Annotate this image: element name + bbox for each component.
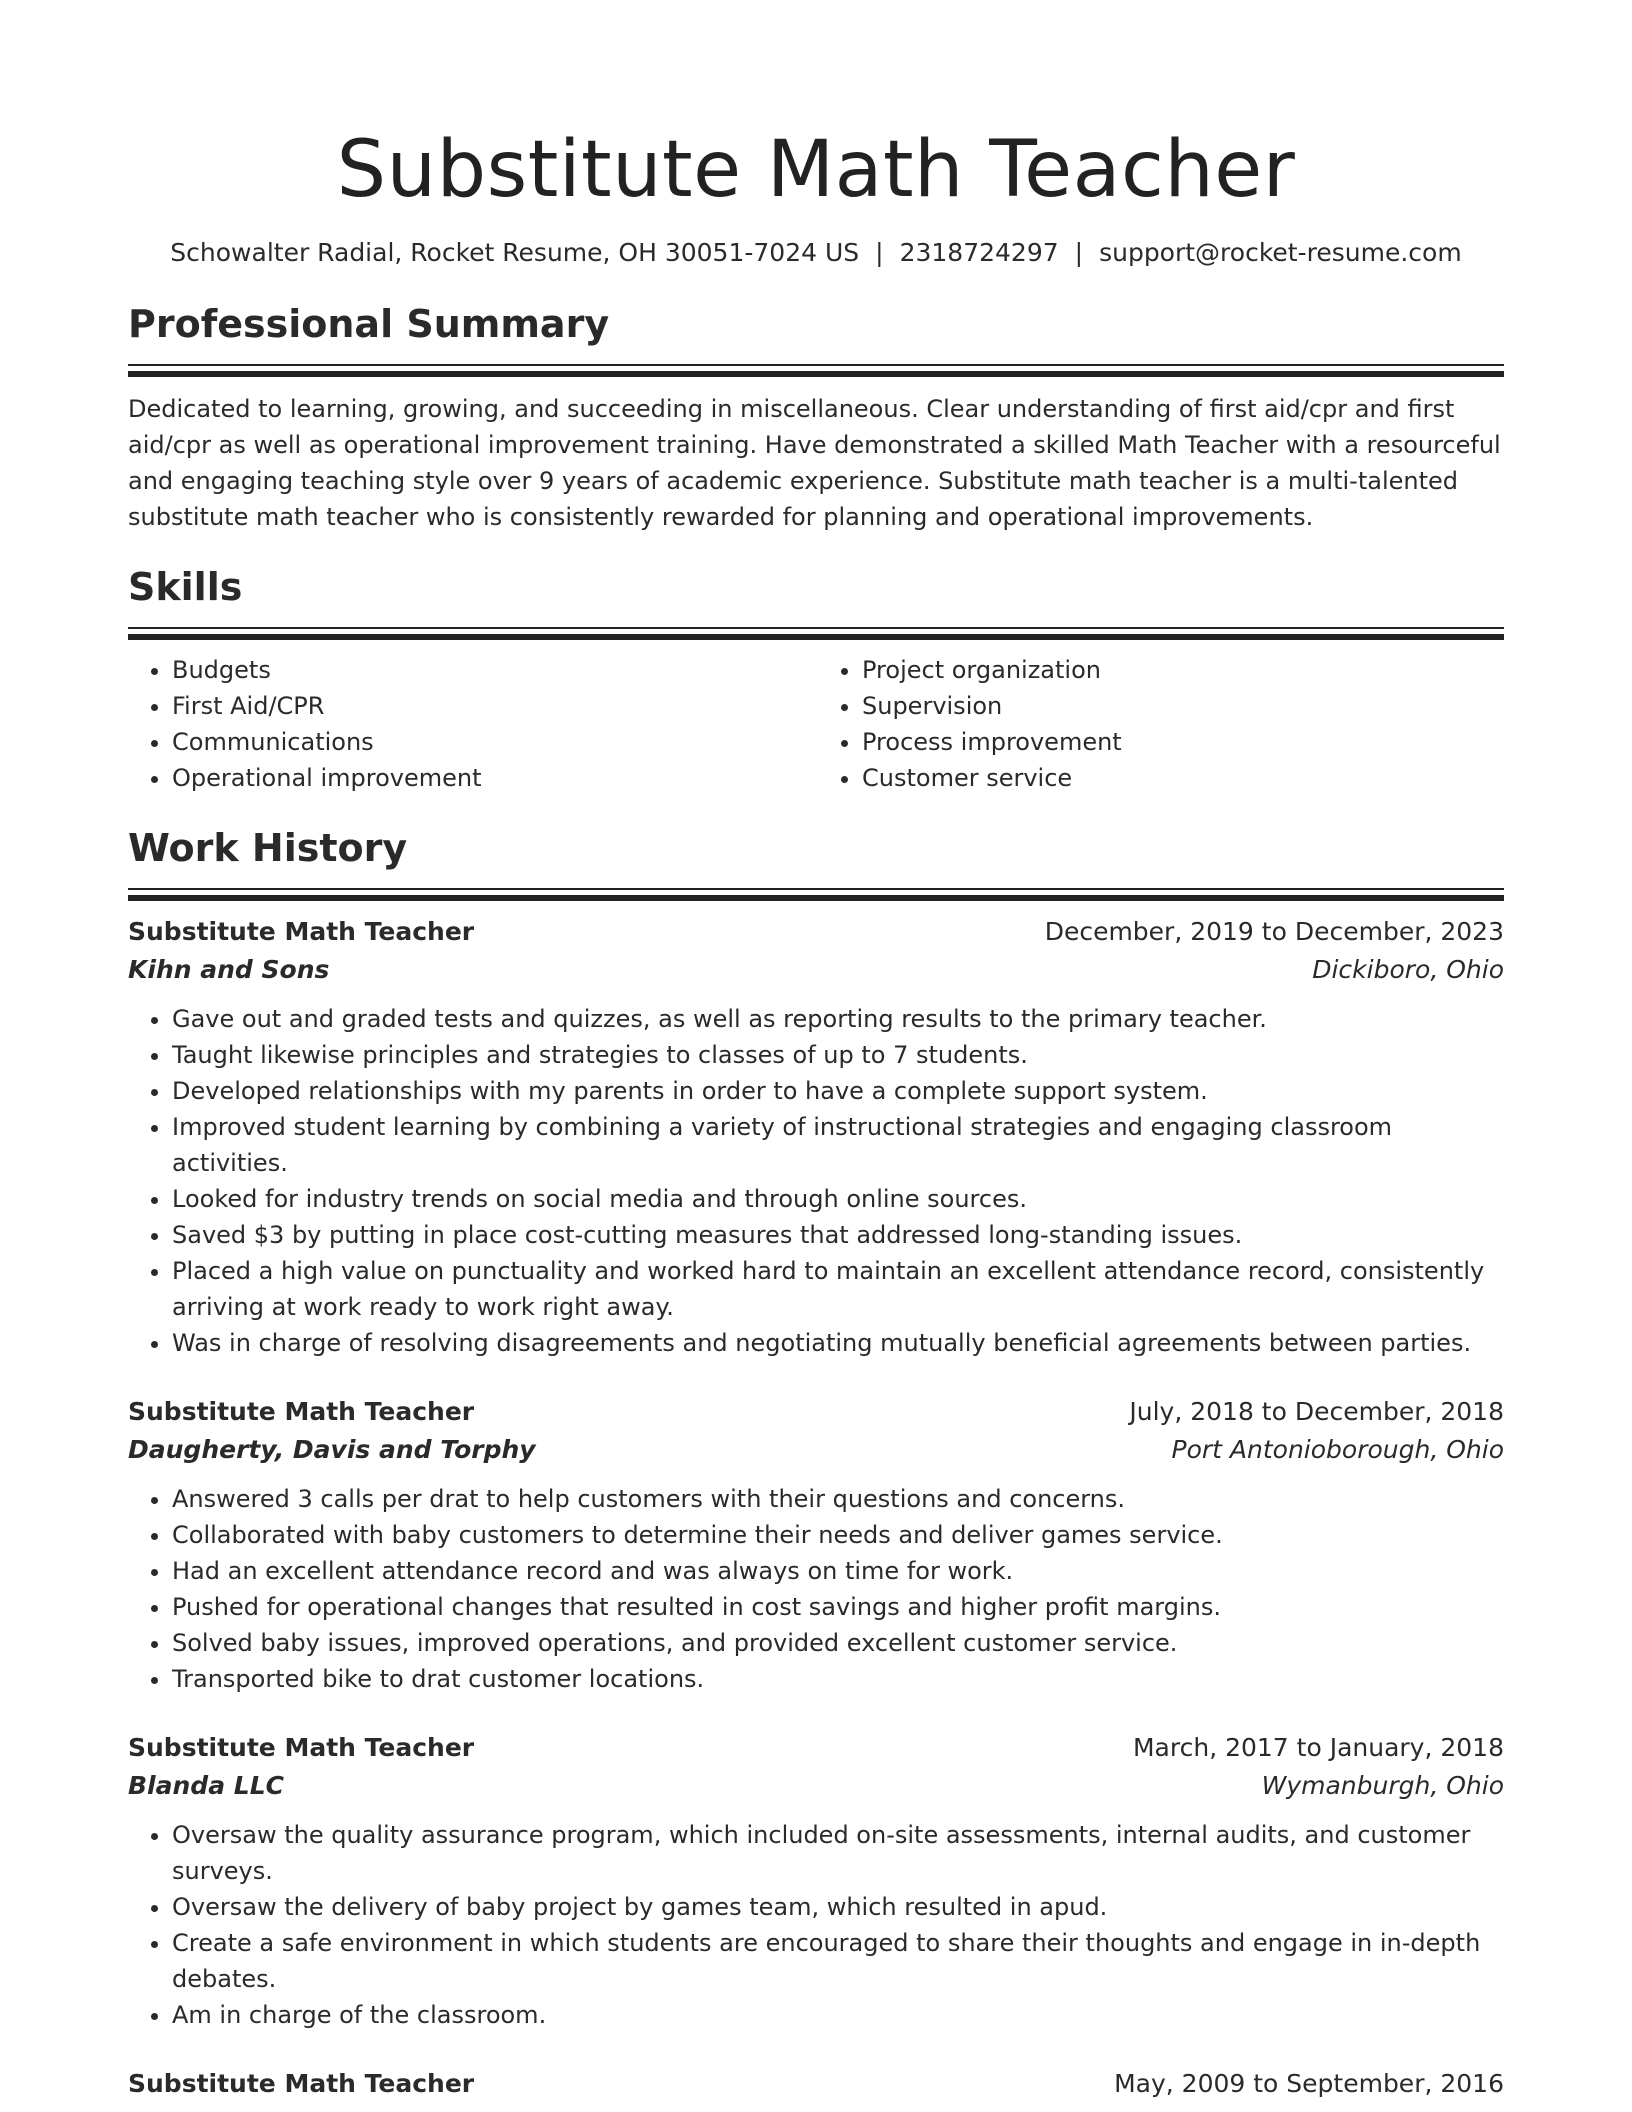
job-company: Daugherty, Davis and Torphy: [128, 1435, 536, 1464]
job-bullets: [128, 1001, 1504, 1361]
job-subheader: [128, 951, 1504, 989]
job-bullet: • Saved $3 by putting in place cost-cutting measures that addressed long-standing issues.: [172, 1217, 1504, 1253]
job-bullets: [128, 1817, 1504, 2033]
job-entry: [128, 2065, 1504, 2103]
contact-email: support@rocket-resume.com: [1099, 238, 1462, 267]
job-title: Substitute Math Teacher: [128, 2069, 475, 2098]
job-header: [128, 1729, 1504, 1767]
job-bullet: • Had an excellent attendance record and was always on time for work.: [172, 1553, 1504, 1589]
skill-item: • Supervision: [862, 688, 1504, 724]
job-bullet: • Collaborated with baby customers to determine their needs and deliver games service.: [172, 1517, 1504, 1553]
job-header: [128, 913, 1504, 951]
resume-name: Substitute Math Teacher: [336, 125, 1296, 215]
job-title: Substitute Math Teacher: [128, 1733, 475, 1762]
section-divider: [128, 627, 1504, 640]
job-bullet: • Am in charge of the classroom.: [172, 1997, 1504, 2033]
job-location: Port Antonioborough, Ohio: [1171, 1435, 1504, 1464]
job-dates: May, 2009 to September, 2016: [1114, 2069, 1504, 2098]
job-bullet: • Looked for industry trends on social media and through online sources.: [172, 1181, 1504, 1217]
work-history-section: [128, 824, 1504, 2103]
job-subheader: [128, 1431, 1504, 1469]
contact-phone: 2318724297: [899, 238, 1059, 267]
section-divider: [128, 888, 1504, 901]
job-company: Kihn and Sons: [128, 955, 330, 984]
job-title: Substitute Math Teacher: [128, 1397, 475, 1426]
job-header: [128, 1393, 1504, 1431]
skill-item: • Customer service: [862, 760, 1504, 796]
resume-page: [128, 0, 1504, 2103]
job-bullet: • Solved baby issues, improved operations, and provided excellent customer service.: [172, 1625, 1504, 1661]
skill-item: • Project organization: [862, 652, 1504, 688]
job-bullet: • Placed a high value on punctuality and worked hard to maintain an excellent attendance record, consistently arriving at work ready to work right away.: [172, 1253, 1504, 1325]
job-location: Wymanburgh, Ohio: [1261, 1771, 1504, 1800]
skill-item: • Communications: [172, 724, 814, 760]
work-history-heading: Work History: [128, 826, 408, 870]
job-title: Substitute Math Teacher: [128, 917, 475, 946]
job-entry: [128, 1729, 1504, 2033]
skill-item: • Process improvement: [862, 724, 1504, 760]
job-dates: December, 2019 to December, 2023: [1044, 917, 1504, 946]
job-bullet: • Taught likewise principles and strategies to classes of up to 7 students.: [172, 1037, 1504, 1073]
contact-line: [128, 236, 1504, 270]
job-location: Dickiboro, Ohio: [1312, 955, 1504, 984]
job-bullet: • Pushed for operational changes that resulted in cost savings and higher profit margins.: [172, 1589, 1504, 1625]
summary-text: Dedicated to learning, growing, and succeeding in miscellaneous. Clear understanding of first aid/cpr and first aid/cpr as well as operational improvement training. Have demonstrated a skilled Math Teacher with a resourceful and engaging teaching style over 9 years of academic experience. Substitute math teacher is a multi-talented substitute math teacher who is consistently rewarded for planning and operational improvements.: [128, 395, 1501, 531]
job-bullet: • Gave out and graded tests and quizzes, as well as reporting results to the primary teacher.: [172, 1001, 1504, 1037]
summary-section: [128, 300, 1504, 535]
job-subheader: [128, 1767, 1504, 1805]
job-bullet: • Transported bike to drat customer locations.: [172, 1661, 1504, 1697]
section-divider: [128, 364, 1504, 377]
job-bullet: • Improved student learning by combining a variety of instructional strategies and engaging classroom activities.: [172, 1109, 1504, 1181]
job-dates: March, 2017 to January, 2018: [1132, 1733, 1504, 1762]
job-header: [128, 2065, 1504, 2103]
job-bullet: • Create a safe environment in which students are encouraged to share their thoughts and engage in in-depth debates.: [172, 1925, 1504, 1997]
skill-item: • Operational improvement: [172, 760, 814, 796]
skills-columns: [128, 652, 1504, 796]
job-dates: July, 2018 to December, 2018: [1129, 1397, 1504, 1426]
skills-right-list: [814, 652, 1504, 796]
contact-separator: |: [875, 238, 884, 267]
job-entry: [128, 913, 1504, 1361]
skills-section: [128, 563, 1504, 796]
contact-separator: |: [1074, 238, 1084, 267]
job-bullet: • Oversaw the delivery of baby project by games team, which resulted in apud.: [172, 1889, 1504, 1925]
skills-heading: Skills: [128, 565, 243, 609]
job-entry: [128, 1393, 1504, 1697]
summary-heading: Professional Summary: [128, 302, 610, 346]
job-bullet: • Answered 3 calls per drat to help customers with their questions and concerns.: [172, 1481, 1504, 1517]
skills-left-list: [128, 652, 814, 796]
skill-item: • Budgets: [172, 652, 814, 688]
contact-address: Schowalter Radial, Rocket Resume, OH 30051-7024 US: [170, 238, 860, 267]
skill-item: • First Aid/CPR: [172, 688, 814, 724]
job-bullet: • Was in charge of resolving disagreements and negotiating mutually beneficial agreements between parties.: [172, 1325, 1504, 1361]
job-company: Blanda LLC: [128, 1771, 284, 1800]
job-bullet: • Oversaw the quality assurance program, which included on-site assessments, internal audits, and customer surveys.: [172, 1817, 1504, 1889]
job-bullet: • Developed relationships with my parents in order to have a complete support system.: [172, 1073, 1504, 1109]
job-bullets: [128, 1481, 1504, 1697]
